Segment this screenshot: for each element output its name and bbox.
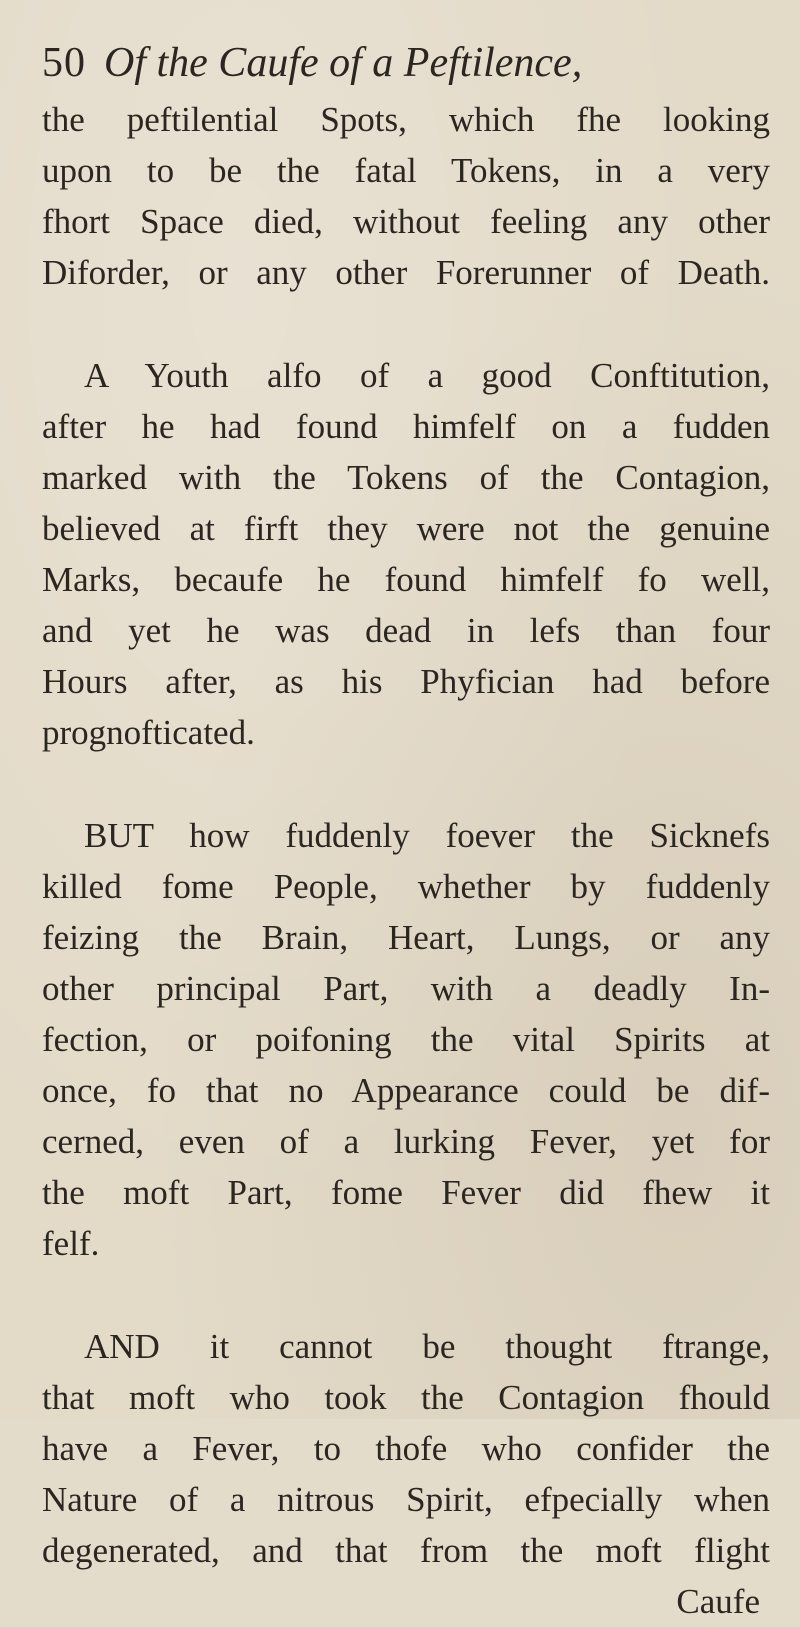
running-title: Of the Caufe of a Peftilence, (104, 40, 583, 86)
paragraph-3 (42, 810, 770, 1269)
text-line: other principal Part, with a deadly In- (42, 969, 770, 1008)
text-line: A Youth alfo of a good Conftitution, (84, 356, 770, 395)
text-line: degenerated, and that from the moft flight (42, 1531, 770, 1570)
paragraph-spacer (42, 758, 770, 810)
paragraph-1 (42, 94, 770, 298)
text-line: after he had found himfelf on a fudden (42, 407, 770, 446)
text-line: AND it cannot be thought ftrange, (84, 1327, 770, 1366)
text-line: Nature of a nitrous Spirit, efpecially when (42, 1480, 770, 1519)
text-line: Diforder, or any other Forerunner of Death. (42, 253, 770, 292)
text-line: and yet he was dead in lefs than four (42, 611, 770, 650)
text-line: fection, or poifoning the vital Spirits at (42, 1020, 770, 1059)
text-line: upon to be the fatal Tokens, in a very (42, 151, 770, 190)
catchword: Caufe (676, 1582, 760, 1621)
text-line: BUT how fuddenly foever the Sicknefs (84, 816, 770, 855)
text-line: the moft Part, fome Fever did fhew it (42, 1173, 770, 1212)
paragraph-spacer (42, 1269, 770, 1321)
text-line: Marks, becaufe he found himfelf fo well, (42, 560, 770, 599)
text-line: believed at firft they were not the genuine (42, 509, 770, 548)
paragraph-spacer (42, 298, 770, 350)
text-line: have a Fever, to thofe who confider the (42, 1429, 770, 1468)
paragraph-4 (42, 1321, 770, 1576)
page-header (42, 38, 770, 88)
text-line: Hours after, as his Phyfician had before (42, 662, 770, 701)
text-line: prognofticated. (42, 713, 255, 752)
text-line: marked with the Tokens of the Contagion, (42, 458, 770, 497)
text-line: that moft who took the Contagion fhould (42, 1378, 770, 1417)
paragraph-2 (42, 350, 770, 758)
text-line: felf. (42, 1224, 100, 1263)
text-line: cerned, even of a lurking Fever, yet for (42, 1122, 770, 1161)
text-line: killed fome People, whether by fuddenly (42, 867, 770, 906)
page-number: 50 (42, 40, 86, 86)
text-line: feizing the Brain, Heart, Lungs, or any (42, 918, 770, 957)
text-line: the peftilential Spots, which fhe looking (42, 100, 770, 139)
text-line: once, fo that no Appearance could be dif- (42, 1071, 770, 1110)
text-line: fhort Space died, without feeling any other (42, 202, 770, 241)
